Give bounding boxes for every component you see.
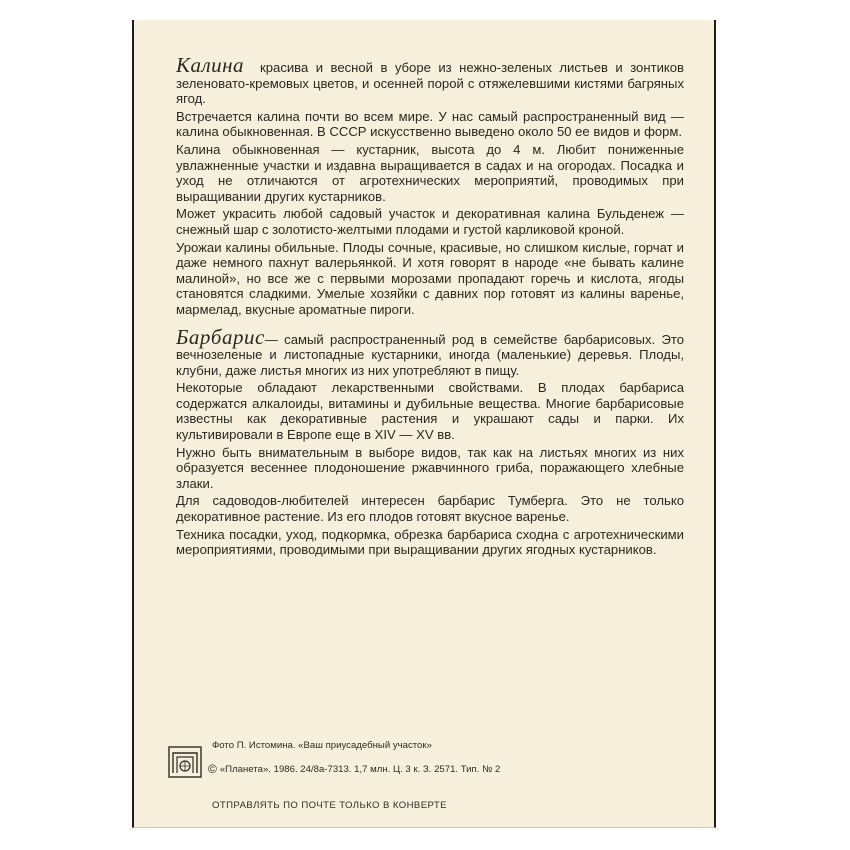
article-body (176, 53, 684, 570)
postcard-back (132, 20, 716, 828)
mailing-note: ОТПРАВЛЯТЬ ПО ПОЧТЕ ТОЛЬКО В КОНВЕРТЕ (212, 800, 447, 811)
kalina-heading: Калина (176, 53, 245, 77)
barberry-section (176, 324, 684, 558)
barberry-paragraph: Нужно быть внимательным в выборе видов, так как на листьях многих из них образуется весеннее плодоношение ржавчинного гриба, поражающего хлебные злаки. (176, 444, 684, 491)
copyright-sign: © (208, 762, 217, 776)
photo-credit: Фото П. Истомина. «Ваш приусадебный участок» (212, 740, 432, 751)
kalina-paragraph: Встречается калина почти во всем мире. У нас самый распространенный вид — калина обыкновенная. В СССР искусственно выведено около 50 ее видов и форм. (176, 108, 684, 140)
barberry-heading: Барбарис (176, 324, 265, 349)
barberry-paragraph: Техника посадки, уход, подкормка, обрезка барбариса сходна с агротехническими мероприятиями, проводимыми при выращивании других ягодных кустарников. (176, 526, 684, 558)
barberry-paragraph: Для садоводов-любителей интересен барбарис Тумберга. Это не только декоративное растение. Из его плодов готовят вкусное варенье. (176, 493, 684, 525)
kalina-intro-text: красива и весной в уборе из нежно-зеленых листьев и зонтиков зеленовато-кремовых цветов, и осенней порой с отяжелевшими кистями багряных ягод. (176, 60, 684, 107)
barberry-paragraph: Некоторые обладают лекарственными свойствами. В плодах барбариса содержатся алкалоиды, витамины и дубильные вещества. Многие барбарисовые известны как декоративные растения и украшают сады и парки. Их культивировали в Европе еще в XIV — XV вв. (176, 380, 684, 443)
barberry-intro-paragraph (176, 324, 684, 379)
kalina-paragraph: Урожаи калины обильные. Плоды сочные, красивые, но слишком кислые, горчат и даже немного пахнут валерьянкой. И хотя говорят в народе «не бывать калине малиной», но все же с первыми морозами пропадают горечь и кислота, ягоды становятся сладкими. Умелые хозяйки с давних пор готовят из калины варенье, мармелад, вкусные ароматные пироги. (176, 239, 684, 317)
kalina-paragraph: Калина обыкновенная — кустарник, высота до 4 м. Любит пониженные увлажненные участки и издавна выращивается в садах и на огородах. Посадка и уход не отличаются от агротехнических мероприятий, проводимых при выращивании других кустарников. (176, 141, 684, 204)
publisher-details: «Планета». 1986. 24/8а-7313. 1,7 млн. Ц. 3 к. З. 2571. Тип. № 2 (219, 764, 501, 775)
kalina-paragraph: Может украсить любой садовый участок и декоративная калина Бульденеж — снежный шар с золотисто-желтыми плодами и густой карликовой кроной. (176, 206, 684, 237)
kalina-intro-paragraph (176, 53, 684, 107)
publisher-line (208, 762, 500, 776)
barberry-intro-text: — самый распространенный род в семействе барбарисовых. Это вечнозеленые и листопадные кустарники, иногда (маленькие) деревья. Плоды, клубни, даже листья многих из них употребляют в пищу. (176, 331, 684, 378)
planeta-logo-icon (168, 746, 202, 778)
kalina-section (176, 53, 684, 318)
